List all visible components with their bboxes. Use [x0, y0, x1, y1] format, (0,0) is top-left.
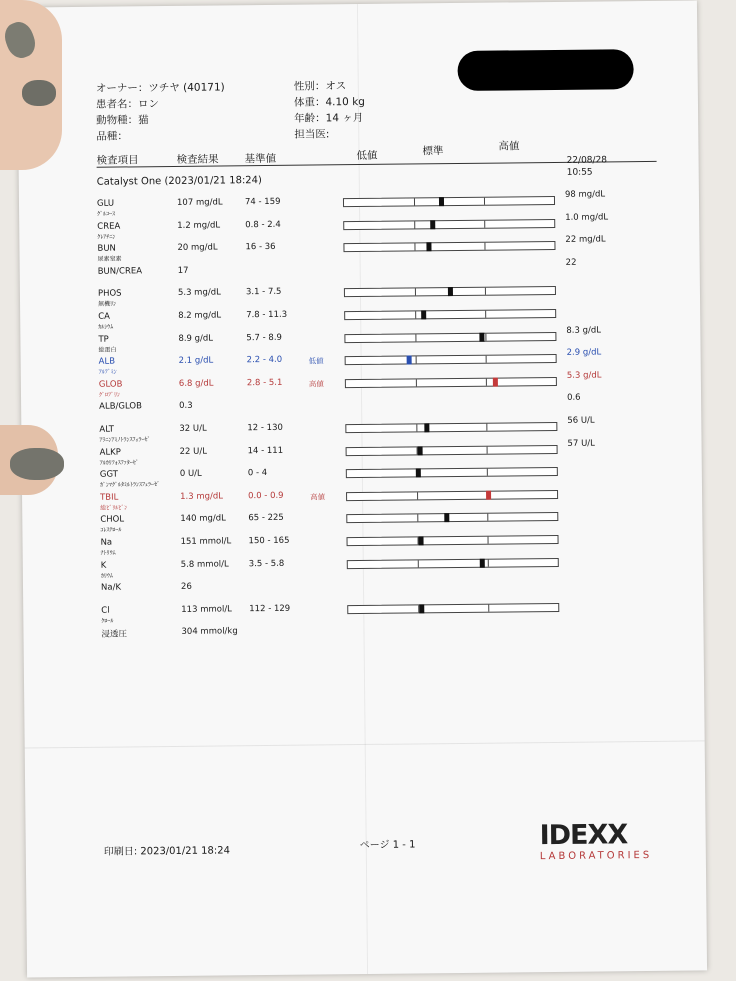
test-subname: 無機ﾘﾝ — [98, 300, 117, 309]
previous-result: 57 U/L — [567, 438, 595, 449]
idexx-logo — [539, 819, 652, 862]
range-marker — [438, 197, 443, 206]
range-bar — [347, 558, 559, 569]
test-name: 浸透圧 — [101, 629, 128, 641]
range-marker — [406, 356, 411, 365]
test-name: Na — [100, 537, 113, 548]
range-divider-high — [486, 378, 487, 385]
test-name: Na/K — [100, 582, 122, 593]
age-label: 年齢： — [294, 112, 326, 125]
vet-row — [294, 126, 329, 141]
range-divider-high — [485, 311, 486, 318]
test-reference-range: 0.0 - 0.9 — [248, 490, 284, 501]
test-result: 1.3 mg/dL — [180, 491, 224, 502]
test-result: 5.3 mg/dL — [177, 287, 221, 299]
test-name: BUN/CREA — [97, 266, 143, 277]
range-divider-low — [415, 311, 416, 318]
sex-row — [294, 78, 347, 94]
test-name: CHOL — [100, 514, 125, 526]
test-subname: ｶﾘｳﾑ — [100, 572, 113, 580]
range-marker — [424, 423, 429, 432]
test-name: TBIL — [100, 492, 119, 503]
test-name: GLOB — [98, 379, 123, 390]
test-reference-range: 3.5 - 5.8 — [248, 558, 285, 569]
previous-result: 98 mg/dL — [564, 189, 606, 200]
range-divider-low — [414, 244, 415, 251]
page-number: ページ 1 - 1 — [359, 839, 416, 852]
test-reference-range: 12 - 130 — [247, 422, 283, 434]
test-name: ALT — [99, 424, 114, 435]
range-divider-low — [417, 492, 418, 499]
breed-row — [96, 128, 128, 143]
range-divider-low — [415, 334, 416, 341]
test-result: 113 mmol/L — [181, 604, 232, 615]
test-reference-range: 74 - 159 — [244, 196, 281, 208]
previous-result: 22 — [565, 257, 577, 268]
col-test-header: 検査項目 — [96, 154, 139, 167]
test-subname: 総ﾋﾞﾘﾙﾋﾞﾝ — [100, 504, 128, 512]
range-divider-high — [486, 446, 487, 453]
test-result: 1.2 mg/dL — [177, 220, 221, 231]
range-bar — [344, 332, 556, 343]
range-bar — [343, 196, 555, 207]
test-result: 304 mmol/kg — [181, 626, 238, 638]
range-divider-low — [416, 424, 417, 431]
test-name: ALB — [98, 356, 116, 367]
test-flag: 高値 — [310, 492, 326, 502]
range-bar — [346, 512, 558, 523]
sex-value: オス — [325, 80, 347, 93]
test-reference-range: 3.1 - 7.5 — [245, 287, 282, 298]
range-divider-high — [484, 243, 485, 250]
range-divider-low — [415, 289, 416, 296]
range-divider-high — [487, 514, 488, 521]
test-result: 107 mg/dL — [176, 197, 223, 208]
test-name: BUN — [97, 243, 116, 254]
range-divider-high — [488, 604, 489, 611]
test-name: TP — [98, 334, 109, 345]
previous-date: 22/08/28 — [566, 155, 608, 166]
test-name: Cl — [101, 605, 110, 616]
fingernail-bottom — [10, 448, 64, 480]
range-bar — [346, 467, 558, 478]
range-marker — [420, 604, 425, 613]
test-subname: ｸﾞﾙｺｰｽ — [97, 210, 116, 218]
previous-result: 2.9 g/dL — [566, 347, 602, 359]
owner-row — [96, 79, 225, 95]
test-subname: ｸﾚｱﾁﾆﾝ — [97, 233, 116, 241]
test-subname: ｶﾙｼｳﾑ — [98, 323, 114, 331]
test-subname: 尿素窒素 — [97, 255, 122, 263]
test-result: 22 U/L — [179, 446, 207, 457]
patient-name-row — [96, 96, 159, 112]
test-name: ALKP — [99, 447, 121, 458]
test-name: GLU — [96, 198, 115, 209]
test-subname: ﾅﾄﾘｳﾑ — [100, 549, 116, 557]
previous-result: 5.3 g/dL — [566, 370, 602, 381]
range-marker — [486, 490, 491, 499]
previous-time: 10:55 — [566, 167, 593, 178]
species-label: 動物種： — [96, 114, 139, 127]
range-bar — [343, 241, 555, 252]
species-value: 猫 — [138, 114, 149, 127]
species-row — [96, 112, 149, 128]
fingernail-middle — [22, 80, 56, 106]
range-divider-low — [416, 379, 417, 386]
range-bar — [345, 377, 557, 388]
test-reference-range: 65 - 225 — [248, 513, 284, 524]
test-subname: ｸﾞﾛﾌﾞﾘﾝ — [98, 391, 121, 399]
test-flag: 低値 — [308, 356, 324, 366]
redaction-block — [457, 49, 633, 91]
range-marker — [418, 446, 423, 455]
col-result-header: 検査結果 — [176, 153, 219, 166]
range-bar — [344, 309, 556, 320]
range-bar — [347, 535, 559, 546]
test-reference-range: 2.8 - 5.1 — [246, 377, 283, 388]
sex-label: 性別： — [293, 80, 326, 93]
logo-main-text: IDEXX — [539, 819, 628, 852]
range-bar — [345, 422, 557, 433]
test-reference-range: 0.8 - 2.4 — [245, 219, 281, 230]
weight-row — [294, 94, 365, 110]
test-result: 0.3 — [179, 401, 193, 412]
range-divider-high — [488, 559, 489, 566]
patient-name-value: ロン — [137, 98, 160, 111]
col-reference-header: 基準値 — [244, 152, 277, 166]
col-low-header: 低値 — [356, 149, 378, 163]
range-divider-high — [485, 333, 486, 340]
print-date: 印刷日: 2023/01/21 18:24 — [103, 845, 231, 858]
test-reference-range: 0 - 4 — [247, 468, 268, 479]
range-bar — [346, 490, 558, 501]
range-marker — [480, 332, 485, 341]
patient-name-label: 患者名： — [95, 98, 139, 111]
test-subname: ｶﾞﾝﾏｸﾞﾙﾀﾐﾙﾄﾗﾝｽﾌｪﾗｰｾﾞ — [99, 481, 160, 489]
weight-value: 4.10 kg — [325, 95, 365, 109]
test-result: 26 — [180, 581, 192, 593]
test-result: 6.8 g/dL — [178, 378, 214, 389]
test-name: GGT — [99, 469, 118, 480]
test-result: 2.1 g/dL — [178, 355, 214, 367]
range-bar — [343, 219, 555, 230]
previous-result: 22 mg/dL — [565, 234, 606, 246]
test-subname: ｱﾙﾌﾞﾐﾝ — [98, 368, 117, 376]
range-divider-high — [484, 220, 485, 227]
analyzer-title: Catalyst One (2023/01/21 18:24) — [96, 175, 262, 188]
previous-result: 8.3 g/dL — [566, 325, 602, 336]
range-bar — [344, 286, 556, 297]
range-divider-high — [485, 288, 486, 295]
test-subname: ｱﾗﾆﾝｱﾐﾉﾄﾗﾝｽﾌｪﾗｰｾﾞ — [99, 436, 151, 444]
test-result: 8.9 g/dL — [178, 333, 214, 344]
range-divider-high — [484, 198, 485, 205]
test-result: 8.2 mg/dL — [178, 310, 222, 321]
breed-label: 品種： — [96, 130, 128, 143]
range-marker — [426, 242, 431, 251]
range-bar — [345, 354, 557, 365]
test-result: 5.8 mmol/L — [180, 558, 229, 570]
range-divider-high — [486, 424, 487, 431]
test-subname: ｱﾙｶﾘﾌｫｽﾌｧﾀｰｾﾞ — [99, 458, 139, 467]
previous-result: 0.6 — [567, 393, 581, 404]
test-reference-range: 2.2 - 4.0 — [246, 355, 283, 366]
test-reference-range: 16 - 36 — [245, 242, 276, 253]
range-divider-low — [414, 221, 415, 228]
logo-sub-text: LABORATORIES — [539, 849, 653, 863]
test-reference-range: 150 - 165 — [248, 535, 290, 547]
test-reference-range: 7.8 - 11.3 — [246, 309, 288, 321]
range-divider-low — [414, 198, 415, 205]
age-row — [294, 110, 363, 126]
range-divider-low — [416, 357, 417, 364]
test-result: 140 mg/dL — [180, 513, 226, 525]
test-name: ALB/GLOB — [99, 401, 142, 413]
range-marker — [493, 377, 498, 386]
test-flag: 高値 — [308, 379, 324, 389]
test-result: 20 mg/dL — [177, 242, 218, 254]
range-divider-high — [485, 356, 486, 363]
test-result: 32 U/L — [179, 423, 207, 434]
range-marker — [480, 558, 485, 567]
col-normal-header: 標準 — [422, 145, 444, 158]
test-result: 0 U/L — [179, 468, 202, 480]
previous-result: 56 U/L — [567, 415, 595, 426]
test-name: K — [100, 560, 107, 571]
owner-label: オーナー： — [95, 82, 149, 95]
lab-report-paper — [17, 0, 707, 977]
range-marker — [448, 287, 453, 296]
range-marker — [444, 513, 449, 522]
test-name: CREA — [97, 221, 121, 232]
test-subname: ｸﾛｰﾙ — [101, 617, 114, 625]
range-marker — [419, 536, 424, 545]
range-divider-high — [487, 469, 488, 476]
owner-value: ツチヤ (40171) — [148, 81, 225, 95]
vet-label: 担当医: — [294, 128, 330, 141]
weight-label: 体重： — [293, 96, 326, 109]
test-subname: ｺﾚｽﾃﾛｰﾙ — [100, 526, 122, 535]
test-reference-range: 14 - 111 — [247, 445, 284, 456]
test-subname: 総蛋白 — [98, 346, 117, 354]
test-reference-range: 5.7 - 8.9 — [246, 332, 282, 343]
test-reference-range: 112 - 129 — [249, 603, 291, 614]
col-high-header: 高値 — [498, 140, 520, 153]
test-name: CA — [98, 311, 110, 322]
age-value: 14 ヶ月 — [325, 111, 364, 125]
range-divider-low — [418, 560, 419, 567]
range-bar — [346, 445, 558, 456]
range-bar — [347, 603, 559, 614]
range-marker — [430, 220, 435, 229]
test-result: 17 — [177, 265, 189, 276]
range-divider-low — [417, 515, 418, 522]
range-divider-high — [487, 537, 488, 544]
test-name: PHOS — [97, 288, 122, 300]
test-result: 151 mmol/L — [180, 536, 232, 547]
range-marker — [421, 310, 426, 319]
previous-result: 1.0 mg/dL — [565, 212, 609, 223]
range-marker — [416, 469, 421, 478]
